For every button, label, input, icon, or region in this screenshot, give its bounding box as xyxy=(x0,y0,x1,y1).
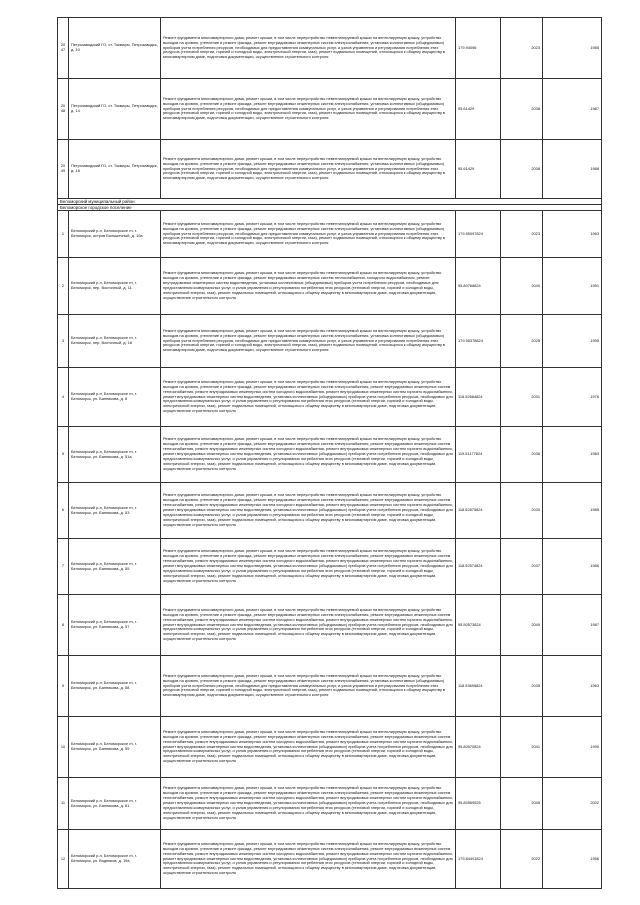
build-year-cell: 1963 xyxy=(543,211,602,258)
repair-year-cell: 2023 xyxy=(501,18,543,79)
cost-cell: 118.53695824 xyxy=(456,656,501,717)
build-year-cell: 1983 xyxy=(543,427,602,483)
work-list-cell: Ремонт фундамента многоквартирного дома, ремонт крыши, в том числе переустройство невентилируемой крыши на вентилируемую крышу, устройство выходов на кровлю, утепление и ремонт фасада, ремонт внутридомовых инженерных систем электроснабжения, ремонт внутридомовых инженерных систем теплоснабжения, ремонт внутридомовых инженерных систем холодного водоснабжения, ремонт внутридомовых инженерных систем горячего водоснабжения, ремонт внутридомовых инженерных систем водоотведения, установка коллективных (общедомовых) приборов учета потребления ресурсов, необходимых для предоставления коммунальных услуг, и узлов управления и регулирования потребления этих ресурсов (тепловой энергии, горячей и холодной воды, электрической энергии, газа), ремонт подвальных помещений, относящихся к общему имуществу в многоквартирном доме, подготовка документации, осуществление строительного контроля xyxy=(161,483,456,539)
table-row xyxy=(58,427,602,483)
repair-year-cell: 2035 xyxy=(501,656,543,717)
section-district-row-label: Беломорский муниципальный район xyxy=(58,199,602,205)
repair-year-cell: 2038 xyxy=(501,140,543,199)
address-cell: Петрозаводский ГО, ст. Токмары, Петрозаводск, д. 18 xyxy=(69,140,161,199)
address-cell: Беломорский р-н, Беломорское гп, г. Беломорск, ул. Банникова, д. 51а xyxy=(69,427,161,483)
work-list-cell: Ремонт фундамента многоквартирного дома, ремонт крыши, в том числе переустройство невентилируемой крыши на вентилируемую крышу, устройство выходов на кровлю, утепление и ремонт фасада, ремонт внутридомовых инженерных систем электроснабжения, установка коллективных (общедомовых) приборов учета потребления ресурсов, необходимых для предоставления коммунальных услуг, и узлов управления и регулирования потребления этих ресурсов (тепловой энергии, горячей и холодной воды, электрической энергии, газа), ремонт подвальных помещений, относящихся к общему имуществу в многоквартирном доме, подготовка документации, осуществление строительного контроля xyxy=(161,315,456,368)
address-cell: Беломорский р-н, Беломорское гп, г. Беломорск, ул. Банникова, д. 61 xyxy=(69,778,161,830)
cost-cell: 118.52684824 xyxy=(456,368,501,427)
address-cell: Беломорский р-н, Беломорское гп, г. Беломорск, ул. Банникова, д. 55 xyxy=(69,539,161,595)
build-year-cell: 1955 xyxy=(543,315,602,368)
build-year-cell: 1985 xyxy=(543,483,602,539)
address-cell: Петрозаводский ГО, ст. Токмары, Петрозаводск, д. 10 xyxy=(69,18,161,79)
row-number-cell: 2048 xyxy=(58,79,69,140)
section-settlement-row-label: Беломорское городское поселение xyxy=(58,205,602,211)
repair-year-cell: 2036 xyxy=(501,427,543,483)
work-list-cell: Ремонт фундамента многоквартирного дома, ремонт крыши, в том числе переустройство невентилируемой крыши на вентилируемую крышу, устройство выходов на кровлю, утепление и ремонт фасада, ремонт внутридомовых инженерных систем электроснабжения, ремонт внутридомовых инженерных систем теплоснабжения, ремонт внутридомовых инженерных систем холодного водоснабжения, ремонт внутридомовых инженерных систем горячего водоснабжения, ремонт внутридомовых инженерных систем водоотведения, установка коллективных (общедомовых) приборов учета потребления ресурсов, необходимых для предоставления коммунальных услуг, и узлов управления и регулирования потребления этих ресурсов (тепловой энергии, горячей и холодной воды, электрической энергии, газа), ремонт подвальных помещений, относящихся к общему имуществу в многоквартирном доме, подготовка документации, осуществление строительного контроля xyxy=(161,595,456,656)
repair-year-cell: 2045 xyxy=(501,778,543,830)
cost-cell: 179.84401824 xyxy=(456,830,501,889)
repair-program-table xyxy=(57,17,602,889)
repair-year-cell: 2037 xyxy=(501,539,543,595)
row-number-cell: 4 xyxy=(58,368,69,427)
work-list-cell: Ремонт фундамента многоквартирного дома, ремонт крыши, в том числе переустройство невентилируемой крыши на вентилируемую крышу, устройство выходов на кровлю, утепление и ремонт фасада, ремонт внутридомовых инженерных систем электроснабжения, установка коллективных (общедомовых) приборов учета потребления ресурсов, необходимых для предоставления коммунальных услуг, и узлов управления и регулирования потребления этих ресурсов (тепловой энергии, горячей и холодной воды, электрической энергии, газа), ремонт подвальных помещений, относящихся к общему имуществу в многоквартирном доме, подготовка документации, осуществление строительного контроля xyxy=(161,656,456,717)
table-row xyxy=(58,830,602,889)
row-number-cell: 10 xyxy=(58,717,69,778)
repair-year-cell: 2022 xyxy=(501,830,543,889)
address-cell: Беломорский р-н, Беломорское гп, г. Беломорск, ул. Банникова, д. 59 xyxy=(69,717,161,778)
address-cell: Беломорский р-н, Беломорское гп, г. Беломорск, пер. Восточный, д. 16 xyxy=(69,315,161,368)
cost-cell: 95.80970824 xyxy=(456,717,501,778)
work-list-cell: Ремонт фундамента многоквартирного дома, ремонт крыши, в том числе переустройство невентилируемой крыши на вентилируемую крышу, устройство выходов на кровлю, утепление и ремонт фасада, ремонт внутридомовых инженерных систем электроснабжения, ремонт внутридомовых инженерных систем теплоснабжения, ремонт внутридомовых инженерных систем холодного водоснабжения, ремонт внутридомовых инженерных систем горячего водоснабжения, ремонт внутридомовых инженерных систем водоотведения, установка коллективных (общедомовых) приборов учета потребления ресурсов, необходимых для предоставления коммунальных услуг, и узлов управления и регулирования потребления этих ресурсов (тепловой энергии, горячей и холодной воды, электрической энергии, газа), ремонт подвальных помещений, относящихся к общему имуществу в многоквартирном доме, подготовка документации, осуществление строительного контроля xyxy=(161,539,456,595)
row-number-cell: 9 xyxy=(58,656,69,717)
build-year-cell: 1986 xyxy=(543,539,602,595)
build-year-cell: 1976 xyxy=(543,368,602,427)
build-year-cell: 1951 xyxy=(543,258,602,315)
table-row xyxy=(58,778,602,830)
work-list-cell: Ремонт фундамента многоквартирного дома, ремонт крыши, в том числе переустройство невентилируемой крыши на вентилируемую крышу, устройство выходов на кровлю, утепление и ремонт фасада, ремонт внутридомовых инженерных систем электроснабжения, ремонт внутридомовых инженерных систем теплоснабжения, ремонт внутридомовых инженерных систем холодного водоснабжения, ремонт внутридомовых инженерных систем горячего водоснабжения, ремонт внутридомовых инженерных систем водоотведения, установка коллективных (общедомовых) приборов учета потребления ресурсов, необходимых для предоставления коммунальных услуг, и узлов управления и регулирования потребления этих ресурсов (тепловой энергии, горячей и холодной воды, электрической энергии, газа), ремонт подвальных помещений, относящихся к общему имуществу в многоквартирном доме, подготовка документации, осуществление строительного контроля xyxy=(161,830,456,889)
table-row xyxy=(58,315,602,368)
work-list-cell: Ремонт фундамента многоквартирного дома, ремонт крыши, в том числе переустройство невентилируемой крыши на вентилируемую крышу, устройство выходов на кровлю, утепление и ремонт фасада, ремонт внутридомовых инженерных систем электроснабжения, ремонт внутридомовых инженерных систем теплоснабжения, ремонт внутридомовых инженерных систем холодного водоснабжения, ремонт внутридомовых инженерных систем горячего водоснабжения, ремонт внутридомовых инженерных систем водоотведения, установка коллективных (общедомовых) приборов учета потребления ресурсов, необходимых для предоставления коммунальных услуг, и узлов управления и регулирования потребления этих ресурсов (тепловой энергии, горячей и холодной воды, электрической энергии, газа), ремонт подвальных помещений, относящихся к общему имуществу в многоквартирном доме, подготовка документации, осуществление строительного контроля xyxy=(161,368,456,427)
row-number-cell: 3 xyxy=(58,315,69,368)
table-row xyxy=(58,539,602,595)
cost-cell: 95.80969525 xyxy=(456,778,501,830)
table-row xyxy=(58,595,602,656)
build-year-cell: 1963 xyxy=(543,656,602,717)
table-row xyxy=(58,368,602,427)
cost-cell: 95.80768824 xyxy=(456,258,501,315)
build-year-cell: 1956 xyxy=(543,830,602,889)
build-year-cell: 1985 xyxy=(543,18,602,79)
row-number-cell: 7 xyxy=(58,539,69,595)
repair-year-cell: 2025 xyxy=(501,315,543,368)
cost-cell: 95.61429 xyxy=(456,79,501,140)
address-cell: Беломорский р-н, Беломорское гп, г. Беломорск, ул. Банникова, д. 6 xyxy=(69,368,161,427)
work-list-cell: Ремонт фундамента многоквартирного дома, ремонт крыши, в том числе переустройство невентилируемой крыши на вентилируемую крышу, устройство выходов на кровлю, утепление и ремонт фасада, ремонт внутридомовых инженерных систем электроснабжения, установка коллективных (общедомовых) приборов учета потребления ресурсов, необходимых для предоставления коммунальных услуг, и узлов управления и регулирования потребления этих ресурсов (тепловой энергии, горячей и холодной воды, электрической энергии, газа), ремонт подвальных помещений, относящихся к общему имуществу в многоквартирном доме, подготовка документации, осуществление строительного контроля xyxy=(161,79,456,140)
build-year-cell: 1988 xyxy=(543,140,602,199)
address-cell: Беломорский р-н, Беломорское гп, г. Беломорск, ул. Банникова, д. 53 xyxy=(69,483,161,539)
cost-cell: 119.51177824 xyxy=(456,427,501,483)
row-number-cell: 2049 xyxy=(58,140,69,199)
repair-year-cell: 2023 xyxy=(501,211,543,258)
cost-cell: 118.52574824 xyxy=(456,539,501,595)
cost-cell: 179.55097824 xyxy=(456,211,501,258)
work-list-cell: Ремонт фундамента многоквартирного дома, ремонт крыши, в том числе переустройство невентилируемой крыши на вентилируемую крышу, устройство выходов на кровлю, утепление и ремонт фасада, ремонт внутридомовых инженерных систем электроснабжения, установка коллективных (общедомовых) приборов учета потребления ресурсов, необходимых для предоставления коммунальных услуг, и узлов управления и регулирования потребления этих ресурсов (тепловой энергии, горячей и холодной воды, электрической энергии, газа), ремонт подвальных помещений, относящихся к общему имуществу в многоквартирном доме, подготовка документации, осуществление строительного контроля xyxy=(161,140,456,199)
table-row xyxy=(58,79,602,140)
address-cell: Беломорский р-н, Беломорское гп, г. Беломорск, остров Большечный, д. 10а xyxy=(69,211,161,258)
work-list-cell: Ремонт фундамента многоквартирного дома, ремонт крыши, в том числе переустройство невентилируемой крыши на вентилируемую крышу, устройство выходов на кровлю, утепление и ремонт фасада, ремонт внутридомовых инженерных систем теплоснабжения, холодного водоснабжения, ремонт внутридомовых инженерных систем водоотведения, установка коллективных (общедомовых) приборов учета потребления ресурсов, необходимых для предоставления коммунальных услуг, и узлов управления и регулирования потребления этих ресурсов (тепловой энергии, горячей и холодной воды, электрической энергии, газа), ремонт подвальных помещений, относящихся к общему имуществу в многоквартирном доме, подготовка документации, осуществление строительного контроля xyxy=(161,258,456,315)
repair-year-cell: 2031 xyxy=(501,368,543,427)
work-list-cell: Ремонт фундамента многоквартирного дома, ремонт крыши, в том числе переустройство невентилируемой крыши на вентилируемую крышу, устройство выходов на кровлю, утепление и ремонт фасада, ремонт внутридомовых инженерных систем электроснабжения, ремонт внутридомовых инженерных систем теплоснабжения, ремонт внутридомовых инженерных систем холодного водоснабжения, ремонт внутридомовых инженерных систем горячего водоснабжения, ремонт внутридомовых инженерных систем водоотведения, установка коллективных (общедомовых) приборов учета потребления ресурсов, необходимых для предоставления коммунальных услуг, и узлов управления и регулирования потребления этих ресурсов (тепловой энергии, горячей и холодной воды, электрической энергии, газа), ремонт подвальных помещений, относящихся к общему имуществу в многоквартирном доме, подготовка документации, осуществление строительного контроля xyxy=(161,778,456,830)
row-number-cell: 8 xyxy=(58,595,69,656)
cost-cell: 95.61429 xyxy=(456,140,501,199)
cost-cell: 118.52875824 xyxy=(456,483,501,539)
build-year-cell: 2002 xyxy=(543,778,602,830)
work-list-cell: Ремонт фундамента многоквартирного дома, ремонт крыши, в том числе переустройство невентилируемой крыши на вентилируемую крышу, устройство выходов на кровлю, утепление и ремонт фасада, ремонт внутридомовых инженерных систем электроснабжения, установка коллективных (общедомовых) приборов учета потребления ресурсов, необходимых для предоставления коммунальных услуг, и узлов управления и регулирования потребления этих ресурсов (тепловой энергии, горячей и холодной воды, электрической энергии, газа), ремонт подвальных помещений, относящихся к общему имуществу в многоквартирном доме, подготовка документации, осуществление строительного контроля xyxy=(161,211,456,258)
address-cell: Беломорский р-н, Беломорское гп, г. Беломорск, пер. Восточный, д. 11 xyxy=(69,258,161,315)
address-cell: Беломорский р-н, Беломорское гп, г. Беломорск, ул. Банникова, д. 58 xyxy=(69,656,161,717)
build-year-cell: 1990 xyxy=(543,717,602,778)
repair-year-cell: 2041 xyxy=(501,717,543,778)
row-number-cell: 1 xyxy=(58,211,69,258)
repair-year-cell: 2040 xyxy=(501,595,543,656)
address-cell: Беломорский р-н, Беломорское гп, г. Беломорск, ул. Банникова, д. 57 xyxy=(69,595,161,656)
row-number-cell: 12 xyxy=(58,830,69,889)
cost-cell: 179.55378824 xyxy=(456,315,501,368)
table-row xyxy=(58,258,602,315)
table-row xyxy=(58,483,602,539)
table-row xyxy=(58,717,602,778)
build-year-cell: 1987 xyxy=(543,595,602,656)
row-number-cell: 5 xyxy=(58,427,69,483)
table-body xyxy=(58,18,602,889)
row-number-cell: 6 xyxy=(58,483,69,539)
work-list-cell: Ремонт фундамента многоквартирного дома, ремонт крыши, в том числе переустройство невентилируемой крыши на вентилируемую крышу, устройство выходов на кровлю, утепление и ремонт фасада, ремонт внутридомовых инженерных систем электроснабжения, ремонт внутридомовых инженерных систем теплоснабжения, ремонт внутридомовых инженерных систем холодного водоснабжения, ремонт внутридомовых инженерных систем горячего водоснабжения, ремонт внутридомовых инженерных систем водоотведения, установка коллективных (общедомовых) приборов учета потребления ресурсов, необходимых для предоставления коммунальных услуг, и узлов управления и регулирования потребления этих ресурсов (тепловой энергии, горячей и холодной воды, электрической энергии, газа), ремонт подвальных помещений, относящихся к общему имуществу в многоквартирном доме, подготовка документации, осуществление строительного контроля xyxy=(161,717,456,778)
work-list-cell: Ремонт фундамента многоквартирного дома, ремонт крыши, в том числе переустройство невентилируемой крыши на вентилируемую крышу, устройство выходов на кровлю, утепление и ремонт фасада, ремонт внутридомовых инженерных систем электроснабжения, ремонт внутридомовых инженерных систем теплоснабжения, ремонт внутридомовых инженерных систем холодного водоснабжения, ремонт внутридомовых инженерных систем горячего водоснабжения, ремонт внутридомовых инженерных систем водоотведения, установка коллективных (общедомовых) приборов учета потребления ресурсов, необходимых для предоставления коммунальных услуг, и узлов управления и регулирования потребления этих ресурсов (тепловой энергии, горячей и холодной воды, электрической энергии, газа), ремонт подвальных помещений, относящихся к общему имуществу в многоквартирном доме, подготовка документации, осуществление строительного контроля xyxy=(161,427,456,483)
table-row xyxy=(58,656,602,717)
work-list-cell: Ремонт фундамента многоквартирного дома, ремонт крыши, в том числе переустройство невентилируемой крыши на вентилируемую крышу, устройство выходов на кровлю, утепление и ремонт фасада, ремонт внутридомовых инженерных систем электроснабжения, установка коллективных (общедомовых) приборов учета потребления ресурсов, необходимых для предоставления коммунальных услуг, и узлов управления и регулирования потребления этих ресурсов (тепловой энергии, горячей и холодной воды, электрической энергии, газа), ремонт подвальных помещений, относящихся к общему имуществу в многоквартирном доме, подготовка документации, осуществление строительного контроля xyxy=(161,18,456,79)
cost-cell: 179.94096 xyxy=(456,18,501,79)
repair-year-cell: 2040 xyxy=(501,258,543,315)
row-number-cell: 2047 xyxy=(58,18,69,79)
row-number-cell: 2 xyxy=(58,258,69,315)
table-row xyxy=(58,140,602,199)
row-number-cell: 11 xyxy=(58,778,69,830)
cost-cell: 95.50573824 xyxy=(456,595,501,656)
repair-year-cell: 2030 xyxy=(501,483,543,539)
build-year-cell: 1987 xyxy=(543,79,602,140)
address-cell: Беломорский р-н, Беломорское гп, г. Беломорск, ул. Водников, д. 19а xyxy=(69,830,161,889)
address-cell: Петрозаводский ГО, ст. Токмары, Петрозаводск, д. 14 xyxy=(69,79,161,140)
table-row xyxy=(58,18,602,79)
table-row xyxy=(58,211,602,258)
repair-year-cell: 2038 xyxy=(501,79,543,140)
